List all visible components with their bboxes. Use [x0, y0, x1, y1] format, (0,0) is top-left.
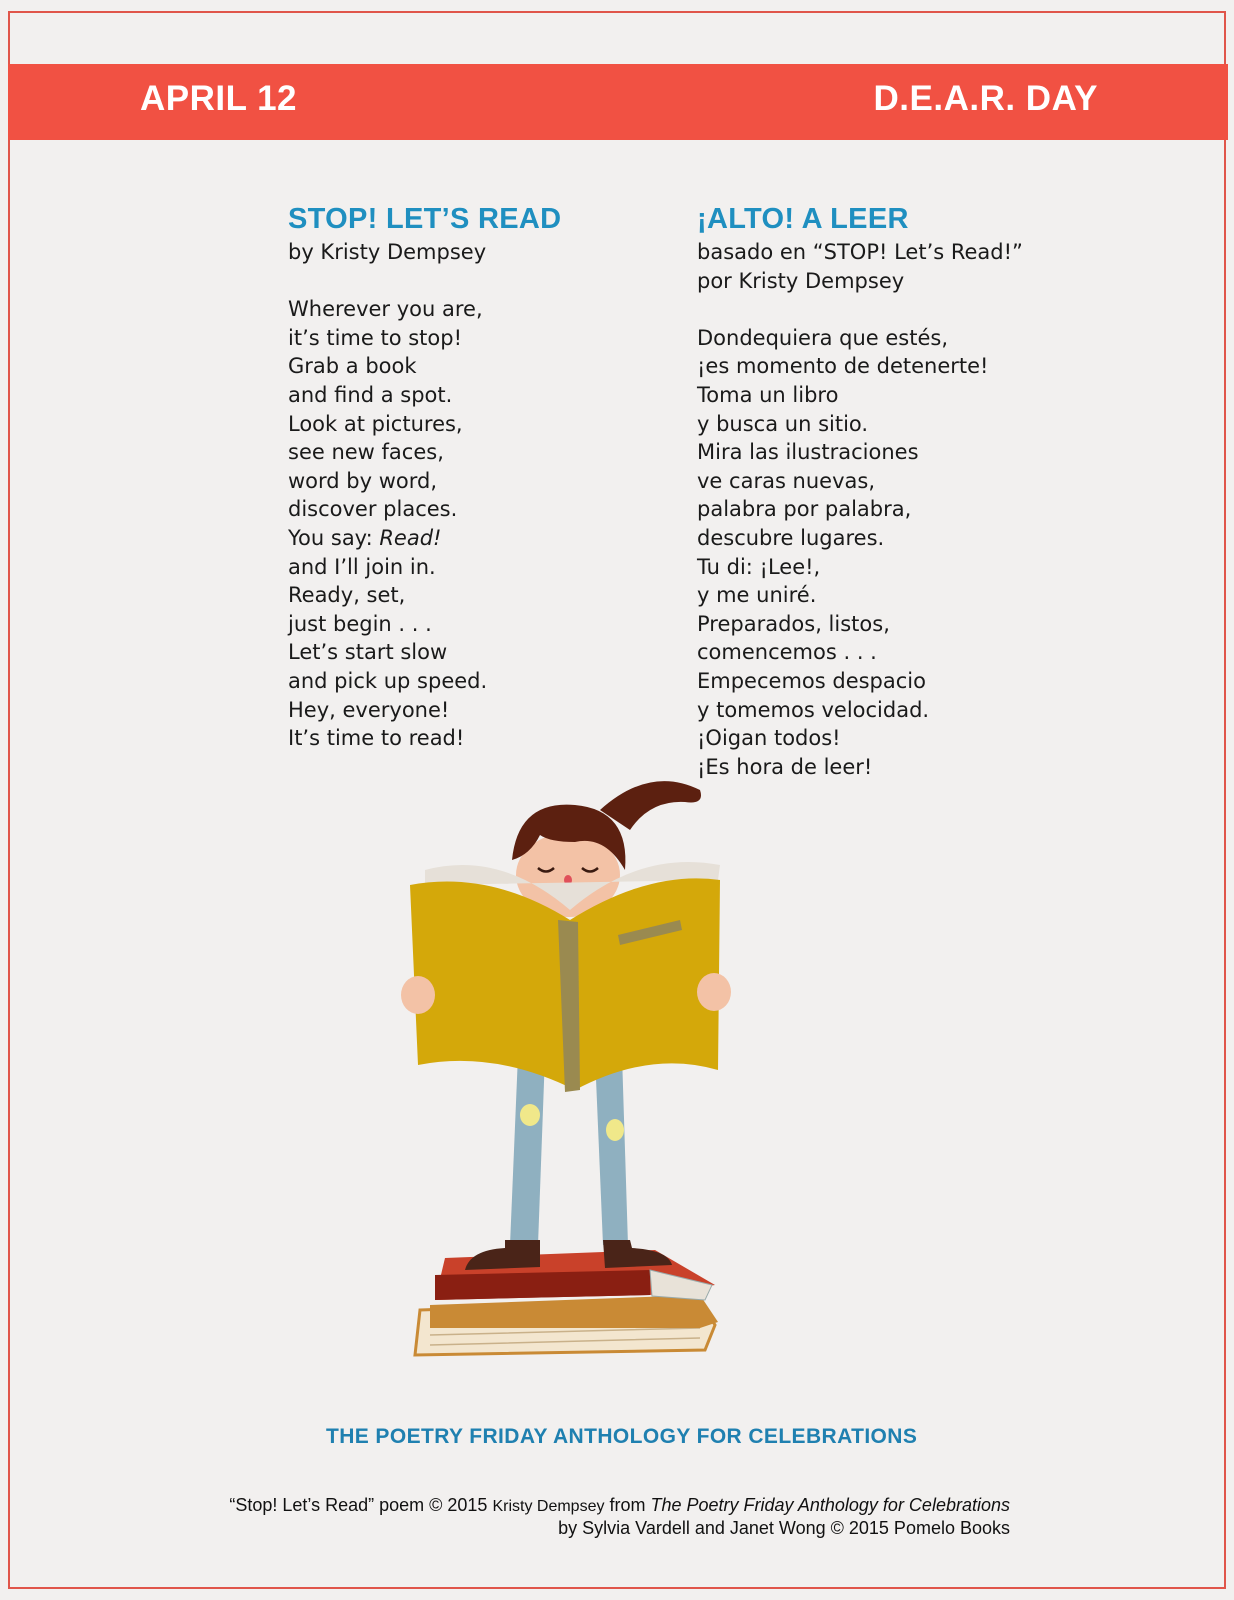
knee-patch	[520, 1104, 540, 1126]
credit-author: Kristy Dempsey	[492, 1498, 605, 1515]
poem-line: and pick up speed.	[288, 668, 488, 693]
credit-book-title: The Poetry Friday Anthology for Celebrations	[650, 1495, 1010, 1515]
poem-line: discover places.	[288, 497, 458, 522]
poem-byline: por Kristy Dempsey	[697, 268, 905, 293]
poem-byline: by Kristy Dempsey	[288, 240, 487, 264]
poem-line: descubre lugares.	[697, 525, 885, 550]
poem-line: ve caras nuevas,	[697, 468, 876, 493]
poem-english	[288, 202, 648, 753]
header-date: APRIL 12	[140, 79, 298, 118]
poem-line: ¡Oigan todos!	[697, 726, 841, 751]
ponytail	[600, 781, 701, 830]
poem-line: Look at pictures,	[288, 411, 463, 436]
credit-poem: “Stop! Let’s Read” poem © 2015	[229, 1495, 493, 1515]
poem-line: Toma un libro	[697, 382, 839, 407]
poem-spanish	[697, 202, 1037, 781]
poem-line: Dondequiera que estés,	[697, 325, 949, 350]
poem-line: Wherever you are,	[288, 297, 483, 322]
leg-right	[595, 1055, 628, 1245]
anthology-title: THE POETRY FRIDAY ANTHOLOGY FOR CELEBRATIONS	[326, 1425, 918, 1448]
poem-line: it’s time to stop!	[288, 325, 463, 350]
credit-from: from	[604, 1495, 651, 1515]
poem-title-english: STOP! LET’S READ	[288, 203, 562, 235]
poem-line: just begin . . .	[288, 611, 432, 636]
header-band	[8, 64, 1228, 140]
poem-line: and I’ll join in.	[288, 554, 436, 579]
poem-title-spanish: ¡ALTO! A LEER	[697, 203, 909, 235]
poem-line: ¡Es hora de leer!	[697, 754, 873, 779]
poem-line: palabra por palabra,	[697, 497, 912, 522]
poem-line: Grab a book	[288, 354, 417, 379]
poem-line: y me uniré.	[697, 583, 817, 608]
poem-line: Hey, everyone!	[288, 697, 450, 722]
header-event: D.E.A.R. DAY	[873, 79, 1098, 118]
poem-line: and find a spot.	[288, 382, 453, 407]
poem-line: see new faces,	[288, 440, 444, 465]
poem-line: Mira las ilustraciones	[697, 440, 919, 465]
credit-line-2: by Sylvia Vardell and Janet Wong © 2015 Pomelo Books	[558, 1518, 1010, 1538]
poem-line: y busca un sitio.	[697, 411, 869, 436]
poem-line: ¡es momento de detenerte!	[697, 354, 989, 379]
poem-line-you-say	[288, 524, 648, 553]
you-say-text: You say:	[288, 525, 380, 550]
credit-line-1	[229, 1495, 1010, 1516]
poem-line: y tomemos velocidad.	[697, 697, 930, 722]
poem-line: Empecemos despacio	[697, 668, 926, 693]
read-word: Read!	[379, 525, 442, 550]
poem-line: Let’s start slow	[288, 640, 448, 665]
poem-line: Preparados, listos,	[697, 611, 890, 636]
shoe-left	[465, 1240, 540, 1270]
poem-line: word by word,	[288, 468, 438, 493]
hand-right	[697, 973, 731, 1011]
poem-line: Ready, set,	[288, 583, 406, 608]
shoe-right	[603, 1240, 672, 1268]
hand-left	[401, 976, 435, 1014]
knee-patch	[606, 1119, 624, 1141]
poem-line: comencemos . . .	[697, 640, 877, 665]
girl-reading-illustration	[400, 780, 760, 1390]
poem-line: It’s time to read!	[288, 726, 465, 751]
poem-byline: basado en “STOP! Let’s Read!”	[697, 240, 1023, 264]
leg-left	[510, 1055, 545, 1245]
poem-line: Tu di: ¡Lee!,	[697, 554, 821, 579]
